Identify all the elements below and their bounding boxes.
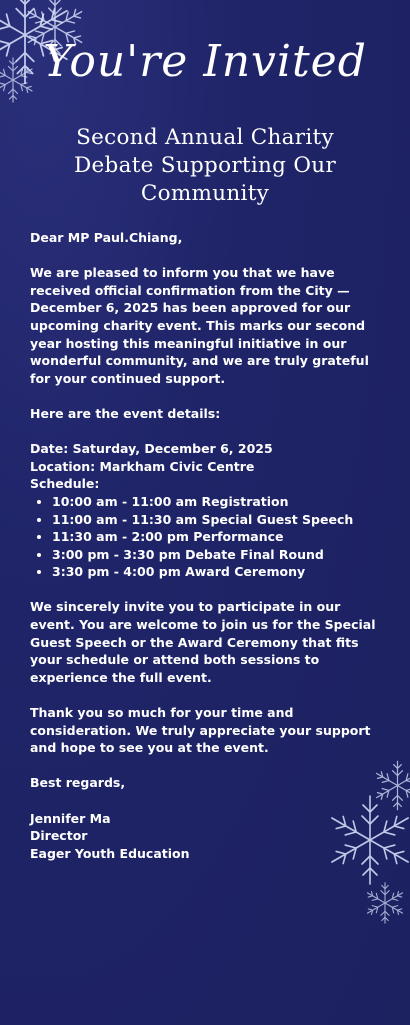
schedule-item: • 3:00 pm - 3:30 pm Debate Final Round: [52, 546, 385, 564]
invite-paragraph: We sincerely invite you to participate in our event. You are welcome to join us for the Special Guest Speech or the Award Ceremony that fits your schedule or attend both sessions to experience the full event.: [30, 599, 376, 685]
greeting: Dear MP Paul.Chiang,: [30, 230, 183, 245]
schedule-item: • 10:00 am - 11:00 am Registration: [52, 493, 385, 511]
signer-org: Eager Youth Education: [30, 845, 190, 861]
snowflake-icon: [362, 880, 408, 926]
signer-name: Jennifer Ma: [30, 810, 111, 826]
intro-paragraph: We are pleased to inform you that we have received official confirmation from the City — December 6, 2025 has been approved for our upcoming charity event. This marks our second year hosting this meaningful initiative in our wonderful community, and we are truly grateful for your continued support.: [30, 265, 369, 386]
signer-title: Director: [30, 828, 88, 844]
thanks-paragraph: Thank you so much for your time and consideration. We truly appreciate your support and hope to see you at the event.: [30, 705, 371, 756]
schedule-item: • 3:30 pm - 4:00 pm Award Ceremony: [52, 563, 385, 581]
details-intro: Here are the event details:: [30, 405, 221, 421]
closing: Best regards,: [30, 775, 126, 791]
schedule-label: Schedule:: [30, 476, 100, 492]
location-line: Location: Markham Civic Centre: [30, 458, 255, 474]
date-line: Date: Saturday, December 6, 2025: [30, 441, 273, 457]
invite-title: You're Invited: [43, 36, 367, 87]
schedule-list: [30, 493, 385, 581]
event-title: Second Annual Charity Debate Supporting Our Community: [73, 125, 337, 206]
schedule-item: • 11:00 am - 11:30 am Special Guest Speech: [52, 511, 385, 529]
schedule-item: • 11:30 am - 2:00 pm Performance: [52, 528, 385, 546]
letter-body: [30, 229, 385, 862]
